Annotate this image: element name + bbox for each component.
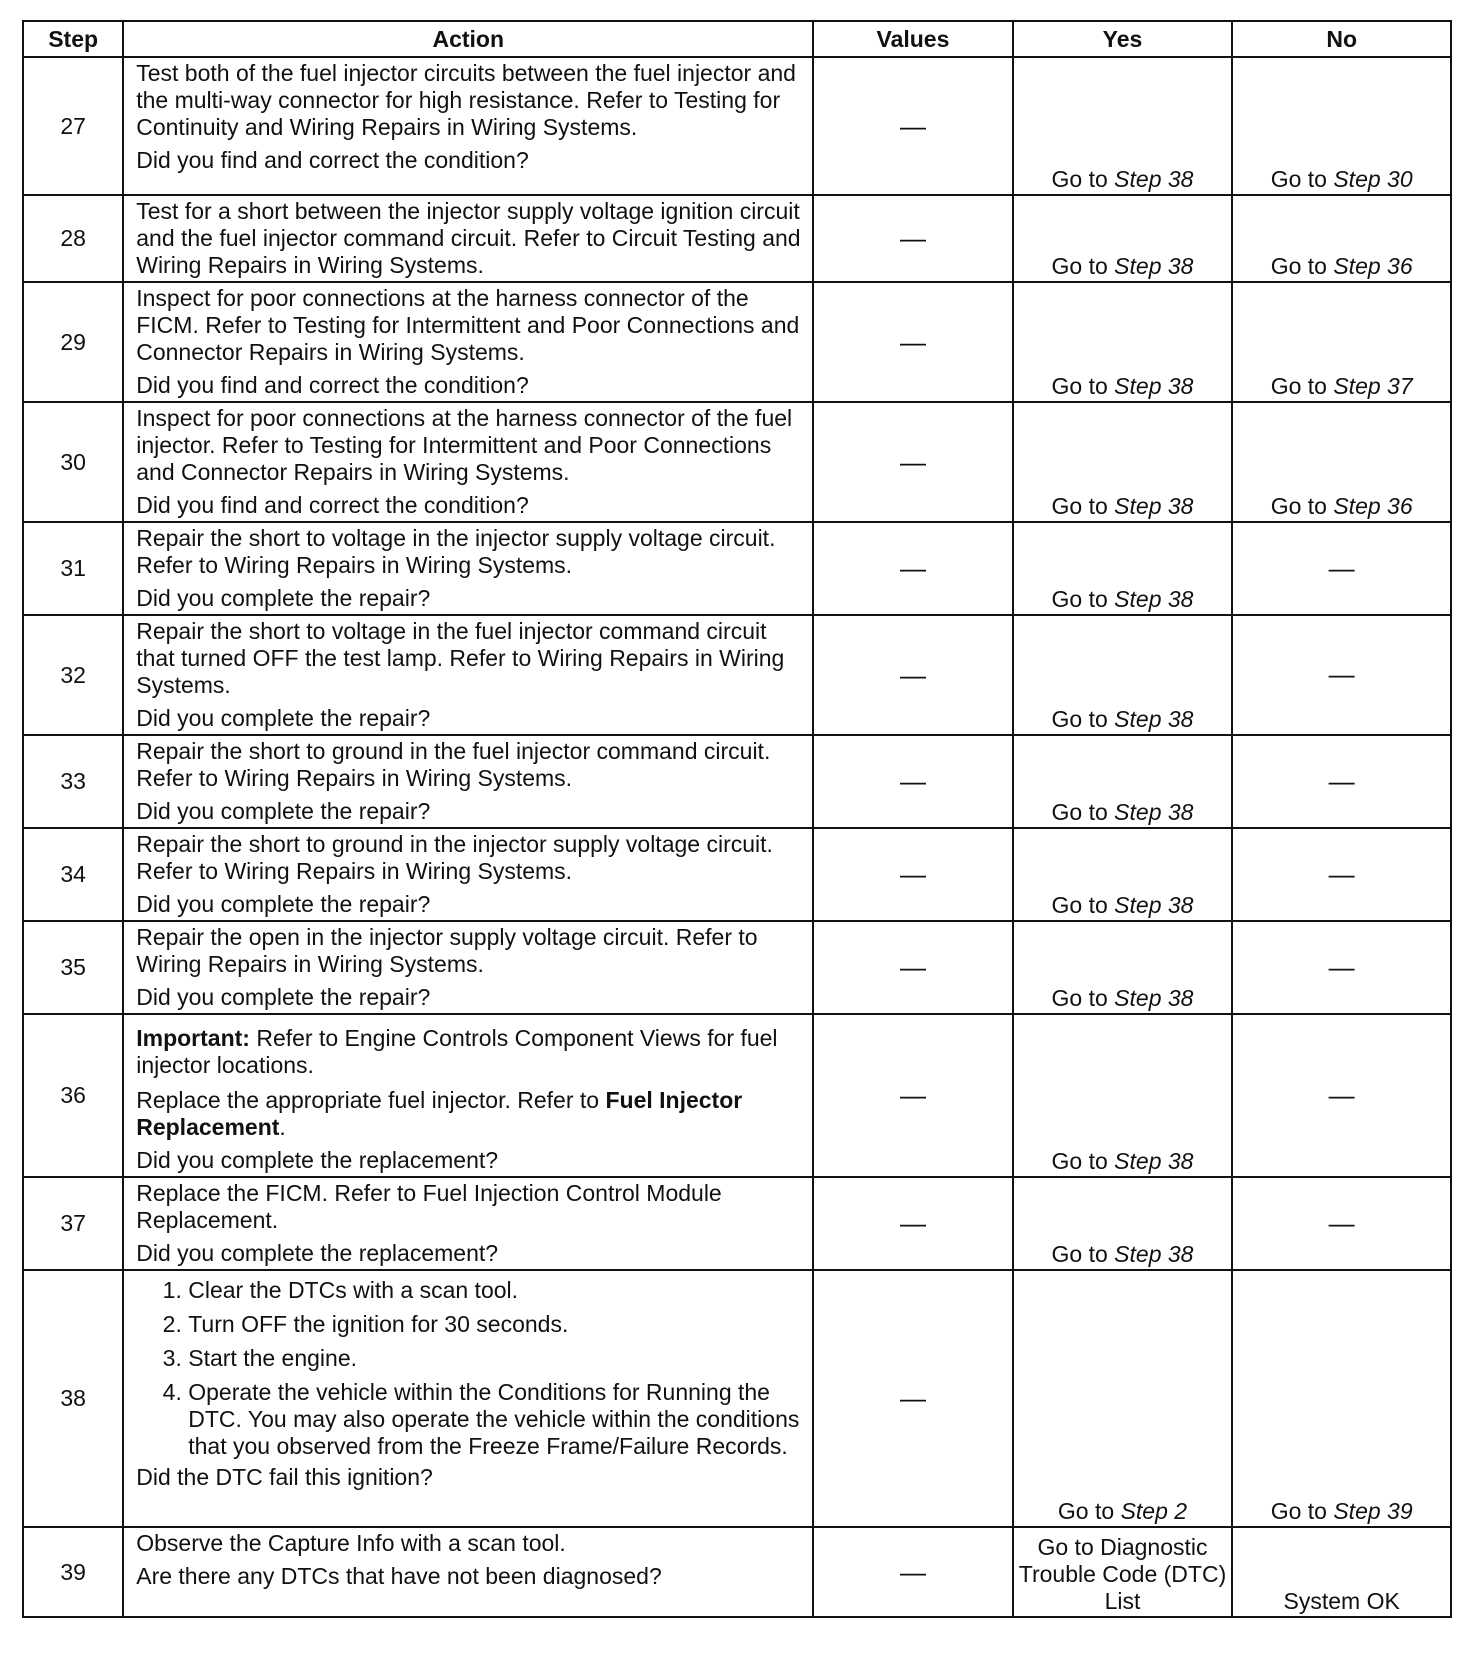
values-cell: — <box>813 1270 1012 1527</box>
action-text: Replace the FICM. Refer to Fuel Injection Control Module Replacement. <box>136 1180 722 1233</box>
action-text: Repair the short to voltage in the injector supply voltage circuit. Refer to Wiring Repairs in Wiring Systems. <box>136 525 776 578</box>
table-header-row <box>23 21 1451 57</box>
goto-text: Go to <box>1270 253 1327 279</box>
values-cell: — <box>813 1177 1012 1270</box>
action-text: Repair the short to voltage in the fuel injector command circuit that turned OFF the test lamp. Refer to Wiring Repairs in Wiring Systems. <box>136 618 785 698</box>
yes-cell <box>1013 921 1233 1014</box>
step-number: 34 <box>23 828 123 921</box>
yes-cell <box>1013 195 1233 282</box>
values-cell: — <box>813 735 1012 828</box>
action-text: Observe the Capture Info with a scan tool. <box>136 1530 566 1556</box>
goto-text: Go to <box>1051 493 1108 519</box>
goto-text: Go to <box>1270 493 1327 519</box>
goto-text: Go to <box>1051 799 1108 825</box>
table-row <box>23 1270 1451 1527</box>
action-cell <box>123 735 813 828</box>
yes-cell <box>1013 1177 1233 1270</box>
action-cell <box>123 195 813 282</box>
yes-step-ref: Step 38 <box>1114 253 1194 279</box>
important-text: Refer to Engine Controls Component Views for fuel injector locations. <box>136 1025 778 1078</box>
yes-step-ref: Step 2 <box>1120 1498 1188 1524</box>
step-number: 27 <box>23 57 123 195</box>
yes-cell <box>1013 402 1233 522</box>
yes-cell <box>1013 828 1233 921</box>
action-cell <box>123 57 813 195</box>
header-step: Step <box>23 21 123 57</box>
yes-cell <box>1013 522 1233 615</box>
step-number: 29 <box>23 282 123 402</box>
action-question: Did you find and correct the condition? <box>136 492 529 518</box>
table-row <box>23 828 1451 921</box>
action-text: Inspect for poor connections at the harness connector of the fuel injector. Refer to Testing for Intermittent and Poor Connections and Connector Repairs in Wiring Systems. <box>136 405 793 485</box>
action-cell <box>123 402 813 522</box>
goto-text: Go to <box>1051 892 1108 918</box>
yes-step-ref: Step 38 <box>1114 586 1194 612</box>
values-cell: — <box>813 282 1012 402</box>
action-text-end: . <box>279 1114 286 1140</box>
yes-step-ref: Step 38 <box>1114 799 1194 825</box>
no-cell <box>1232 402 1451 522</box>
no-cell <box>1232 282 1451 402</box>
procedure-step: 4. Operate the vehicle within the Conditions for Running the DTC. You may also operate the vehicle within the conditions that you observed from the Freeze Frame/Failure Records. <box>188 1379 802 1460</box>
values-cell: — <box>813 615 1012 735</box>
action-text-start: Replace the appropriate fuel injector. Refer to <box>136 1087 600 1113</box>
goto-text: Go to <box>1051 1148 1108 1174</box>
no-cell: System OK <box>1232 1527 1451 1617</box>
no-step-ref: Step 36 <box>1333 253 1413 279</box>
step-number: 33 <box>23 735 123 828</box>
step-number: 37 <box>23 1177 123 1270</box>
action-question: Did you complete the repair? <box>136 585 431 611</box>
action-text: Repair the open in the injector supply voltage circuit. Refer to Wiring Repairs in Wiring Systems. <box>136 924 758 977</box>
yes-cell <box>1013 57 1233 195</box>
goto-text: Go to <box>1057 1498 1115 1524</box>
no-step-ref: Step 30 <box>1333 166 1413 192</box>
no-cell <box>1232 1270 1451 1527</box>
action-cell <box>123 1527 813 1617</box>
action-cell <box>123 1177 813 1270</box>
action-cell <box>123 828 813 921</box>
action-question: Are there any DTCs that have not been diagnosed? <box>136 1563 662 1589</box>
yes-cell <box>1013 615 1233 735</box>
action-question: Did you complete the replacement? <box>136 1240 499 1266</box>
action-question: Did you find and correct the condition? <box>136 372 529 398</box>
table-row <box>23 1014 1451 1177</box>
goto-text: Go to <box>1270 166 1327 192</box>
values-cell: — <box>813 402 1012 522</box>
table-row <box>23 282 1451 402</box>
table-row <box>23 615 1451 735</box>
values-cell: — <box>813 921 1012 1014</box>
yes-cell: Go to Diagnostic Trouble Code (DTC) List <box>1013 1527 1233 1617</box>
values-cell: — <box>813 1527 1012 1617</box>
goto-text: Go to <box>1270 373 1327 399</box>
action-bold-ref: Fuel Injector Replacement <box>136 1087 743 1140</box>
table-row <box>23 1527 1451 1617</box>
action-question: Did the DTC fail this ignition? <box>136 1464 433 1490</box>
yes-step-ref: Step 38 <box>1114 493 1194 519</box>
header-action: Action <box>123 21 813 57</box>
goto-text: Go to <box>1270 1498 1327 1524</box>
no-cell <box>1232 195 1451 282</box>
step-number: 30 <box>23 402 123 522</box>
values-cell: — <box>813 1014 1012 1177</box>
action-question: Did you complete the replacement? <box>136 1147 499 1173</box>
no-cell: — <box>1232 615 1451 735</box>
no-cell: — <box>1232 522 1451 615</box>
procedure-list <box>136 1277 802 1460</box>
yes-step-ref: Step 38 <box>1114 985 1194 1011</box>
table-row <box>23 402 1451 522</box>
goto-text: Go to <box>1051 706 1108 732</box>
diagnostic-table <box>22 20 1452 1618</box>
action-cell <box>123 1270 813 1527</box>
action-text: Test both of the fuel injector circuits between the fuel injector and the multi-way connector for high resistance. Refer to Testing for Continuity and Wiring Repairs in Wiring Systems. <box>136 60 796 140</box>
values-cell: — <box>813 195 1012 282</box>
no-cell <box>1232 57 1451 195</box>
goto-text: Go to <box>1051 985 1108 1011</box>
goto-text: Go to <box>1051 373 1108 399</box>
goto-text: Go to <box>1051 166 1108 192</box>
header-yes: Yes <box>1013 21 1233 57</box>
action-question: Did you complete the repair? <box>136 891 431 917</box>
no-cell: — <box>1232 921 1451 1014</box>
action-text: Test for a short between the injector supply voltage ignition circuit and the fuel injector command circuit. Refer to Circuit Testing and Wiring Repairs in Wiring Systems. <box>136 198 801 278</box>
yes-step-ref: Step 38 <box>1114 1241 1194 1267</box>
yes-cell <box>1013 282 1233 402</box>
step-number: 31 <box>23 522 123 615</box>
yes-step-ref: Step 38 <box>1114 166 1194 192</box>
step-number: 28 <box>23 195 123 282</box>
action-question: Did you complete the repair? <box>136 984 431 1010</box>
table-row <box>23 522 1451 615</box>
no-cell: — <box>1232 828 1451 921</box>
step-number: 39 <box>23 1527 123 1617</box>
header-no: No <box>1232 21 1451 57</box>
no-step-ref: Step 36 <box>1333 493 1413 519</box>
action-text: Inspect for poor connections at the harness connector of the FICM. Refer to Testing for Intermittent and Poor Connections and Connector Repairs in Wiring Systems. <box>136 285 800 365</box>
action-cell <box>123 522 813 615</box>
step-number: 36 <box>23 1014 123 1177</box>
yes-step-ref: Step 38 <box>1114 373 1194 399</box>
action-text: Repair the short to ground in the fuel injector command circuit. Refer to Wiring Repairs in Wiring Systems. <box>136 738 771 791</box>
table-row <box>23 195 1451 282</box>
yes-cell <box>1013 735 1233 828</box>
goto-text: Go to <box>1051 1241 1108 1267</box>
no-step-ref: Step 37 <box>1333 373 1413 399</box>
step-number: 32 <box>23 615 123 735</box>
diagnostic-table-page <box>22 20 1452 1618</box>
goto-text: Go to <box>1051 586 1108 612</box>
no-cell: — <box>1232 1014 1451 1177</box>
action-cell <box>123 921 813 1014</box>
values-cell: — <box>813 522 1012 615</box>
header-values: Values <box>813 21 1012 57</box>
procedure-step: 2. Turn OFF the ignition for 30 seconds. <box>188 1311 802 1338</box>
step-number: 35 <box>23 921 123 1014</box>
action-question: Did you find and correct the condition? <box>136 147 529 173</box>
action-text: Repair the short to ground in the injector supply voltage circuit. Refer to Wiring Repairs in Wiring Systems. <box>136 831 773 884</box>
action-cell <box>123 282 813 402</box>
yes-step-ref: Step 38 <box>1114 892 1194 918</box>
action-text <box>136 1087 802 1141</box>
goto-text: Go to <box>1051 253 1108 279</box>
procedure-step: 3. Start the engine. <box>188 1345 802 1372</box>
yes-step-ref: Step 38 <box>1114 1148 1194 1174</box>
procedure-step: 1. Clear the DTCs with a scan tool. <box>188 1277 802 1304</box>
values-cell: — <box>813 828 1012 921</box>
table-row <box>23 735 1451 828</box>
action-cell <box>123 615 813 735</box>
table-row <box>23 1177 1451 1270</box>
table-row <box>23 57 1451 195</box>
action-question: Did you complete the repair? <box>136 705 431 731</box>
step-number: 38 <box>23 1270 123 1527</box>
no-step-ref: Step 39 <box>1333 1498 1413 1524</box>
values-cell: — <box>813 57 1012 195</box>
table-row <box>23 921 1451 1014</box>
action-question: Did you complete the repair? <box>136 798 431 824</box>
action-cell <box>123 1014 813 1177</box>
yes-cell <box>1013 1014 1233 1177</box>
important-note <box>136 1025 802 1079</box>
no-cell: — <box>1232 1177 1451 1270</box>
yes-cell <box>1013 1270 1233 1527</box>
no-cell: — <box>1232 735 1451 828</box>
important-label: Important: <box>136 1025 250 1051</box>
yes-step-ref: Step 38 <box>1114 706 1194 732</box>
